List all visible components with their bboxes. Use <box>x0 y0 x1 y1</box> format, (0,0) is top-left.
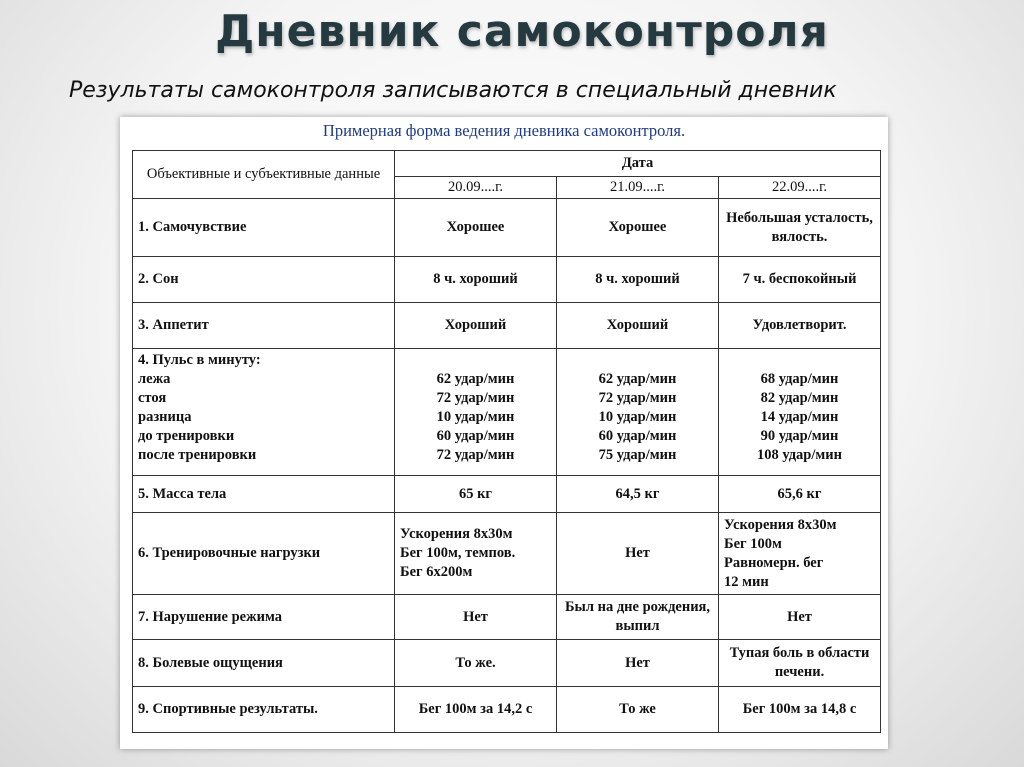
training-line: Бег 6х200м <box>400 564 473 580</box>
table-row <box>133 595 881 640</box>
row-label-pain: 8. Болевые ощущения <box>133 640 395 687</box>
pulse-value: 75 удар/мин <box>598 447 677 463</box>
table-row <box>133 349 881 476</box>
row-label-training: 6. Тренировочные нагрузки <box>133 513 395 595</box>
training-line: Ускорения 8х30м <box>724 516 837 533</box>
cell-appetite-1: Хороший <box>395 303 557 349</box>
row-label-pulse <box>133 349 395 476</box>
cell-appetite-3: Удовлетворит. <box>719 303 881 349</box>
cell-regime-2: Был на дне рождения, выпил <box>557 595 719 640</box>
cell-training-3 <box>719 513 881 595</box>
cell-sleep-3: 7 ч. беспокойный <box>719 257 881 303</box>
cell-results-2: То же <box>557 687 719 733</box>
table-row <box>133 513 881 595</box>
date-2: 21.09....г. <box>557 177 719 199</box>
pulse-value: 60 удар/мин <box>598 428 677 444</box>
pulse-sublabel: лежа <box>138 371 171 387</box>
cell-regime-1: Нет <box>395 595 557 640</box>
training-line: Нет <box>625 545 650 561</box>
cell-regime-3: Нет <box>719 595 881 640</box>
pulse-sublabels <box>138 370 389 465</box>
cell-wellbeing-3: Небольшая усталость, вялость. <box>719 199 881 257</box>
cell-mass-1: 65 кг <box>395 476 557 513</box>
table-row <box>133 257 881 303</box>
cell-sleep-2: 8 ч. хороший <box>557 257 719 303</box>
header-data-label: Объективные и субъективные данные <box>133 151 395 199</box>
pulse-sublabel: стоя <box>138 390 167 406</box>
pulse-value: 72 удар/мин <box>598 390 677 406</box>
table-row <box>133 199 881 257</box>
date-1: 20.09....г. <box>395 177 557 199</box>
pulse-value: 10 удар/мин <box>436 409 515 425</box>
pulse-value: 14 удар/мин <box>760 409 839 425</box>
table-row <box>133 687 881 733</box>
training-line: 12 мин <box>724 573 769 590</box>
cell-pulse-2 <box>557 349 719 476</box>
pulse-value: 90 удар/мин <box>760 428 839 444</box>
training-line: Бег 100м <box>724 535 782 552</box>
form-heading: Примерная форма ведения дневника самоконтроля. <box>322 121 686 140</box>
cell-pain-2: Нет <box>557 640 719 687</box>
pulse-title: 4. Пульс в минуту: <box>138 352 261 368</box>
pulse-value: 68 удар/мин <box>760 371 839 387</box>
pulse-sublabel: после тренировки <box>138 447 257 463</box>
cell-results-3: Бег 100м за 14,8 с <box>719 687 881 733</box>
table-row <box>133 476 881 513</box>
cell-pulse-3 <box>719 349 881 476</box>
cell-mass-2: 64,5 кг <box>557 476 719 513</box>
row-label-results: 9. Спортивные результаты. <box>133 687 395 733</box>
table-header-row <box>133 151 881 177</box>
pulse-sublabel: разница <box>138 409 192 425</box>
cell-pain-3: Тупая боль в области печени. <box>719 640 881 687</box>
table-row <box>133 303 881 349</box>
self-control-diary-table <box>132 150 881 733</box>
pulse-value: 108 удар/мин <box>757 447 842 463</box>
diary-form-card <box>120 117 888 749</box>
header-date-group: Дата <box>395 151 881 177</box>
slide-title: Дневник самоконтроля <box>215 6 829 57</box>
cell-results-1: Бег 100м за 14,2 с <box>395 687 557 733</box>
row-label-wellbeing: 1. Самочувствие <box>133 199 395 257</box>
pulse-value: 60 удар/мин <box>436 428 515 444</box>
row-label-mass: 5. Масса тела <box>133 476 395 513</box>
pulse-value: 82 удар/мин <box>760 390 839 406</box>
cell-wellbeing-1: Хорошее <box>395 199 557 257</box>
cell-pain-1: То же. <box>395 640 557 687</box>
pulse-value: 72 удар/мин <box>436 390 515 406</box>
cell-mass-3: 65,6 кг <box>719 476 881 513</box>
pulse-sublabel: до тренировки <box>138 428 235 444</box>
row-label-sleep: 2. Сон <box>133 257 395 303</box>
pulse-value: 72 удар/мин <box>436 447 515 463</box>
table-row <box>133 640 881 687</box>
cell-training-2 <box>557 513 719 595</box>
pulse-value: 10 удар/мин <box>598 409 677 425</box>
pulse-value: 62 удар/мин <box>598 371 677 387</box>
training-line: Бег 100м, темпов. <box>400 545 516 561</box>
cell-wellbeing-2: Хорошее <box>557 199 719 257</box>
cell-appetite-2: Хороший <box>557 303 719 349</box>
row-label-regime: 7. Нарушение режима <box>133 595 395 640</box>
pulse-value: 62 удар/мин <box>436 371 515 387</box>
cell-pulse-1 <box>395 349 557 476</box>
date-3: 22.09....г. <box>719 177 881 199</box>
training-line: Равномерн. бег <box>724 554 824 571</box>
row-label-appetite: 3. Аппетит <box>133 303 395 349</box>
cell-training-1 <box>395 513 557 595</box>
slide-subtitle: Результаты самоконтроля записываются в специальный дневник <box>69 78 837 103</box>
cell-sleep-1: 8 ч. хороший <box>395 257 557 303</box>
training-line: Ускорения 8х30м <box>400 526 513 542</box>
